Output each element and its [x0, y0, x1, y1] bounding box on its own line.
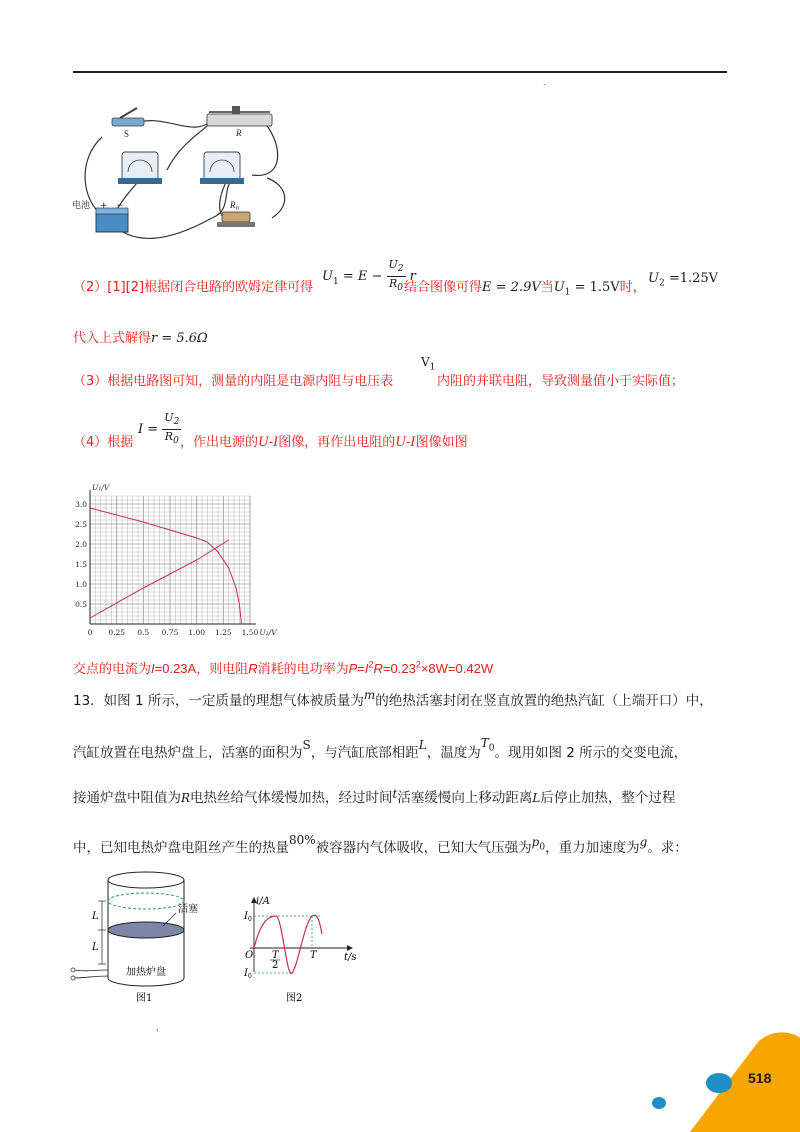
voltmeter-2-icon: [204, 152, 240, 180]
voltmeter-1-icon: [122, 152, 158, 180]
label-battery: 电池: [72, 201, 91, 211]
part3-voltmeter: $V_1$: [421, 355, 436, 373]
label-r: R: [236, 128, 242, 138]
ui-chart: [62, 478, 292, 644]
top-dot: .: [543, 78, 546, 87]
fig2-origin: O: [245, 950, 254, 961]
x-tick-label: 1.50: [241, 628, 259, 637]
x-tick-label: 0.75: [161, 628, 179, 637]
part2-rest: 结合图像可得E = 2.9V当$U_1 = 1.5V$时，: [404, 280, 646, 298]
fig2-thalf-den: 2: [272, 960, 279, 971]
y-tick-label: 1.5: [75, 560, 87, 569]
part4-equation: I = $\frac{U_2}{R_0}$: [138, 411, 180, 447]
part4-after: ，作出电源的U-I图像，再作出电阻的U-I图像如图: [180, 435, 468, 450]
part2-equation: $U_1 = E$ − $\frac{U_2}{R_0}$ r: [322, 258, 416, 294]
fig2-i0-top: I: [244, 911, 248, 922]
y-tick-label: 3.0: [75, 500, 87, 509]
rheostat-icon: [207, 114, 272, 126]
x-tick-label: 0.25: [108, 628, 126, 637]
x-tick-label: 1.00: [188, 628, 206, 637]
part3-line: （3）根据电路图可知，测量的内阻是电源内阻与电压表: [73, 374, 394, 389]
y-tick-label: 0.5: [75, 600, 87, 609]
part2-prefix: （2）[1][2]根据闭合电路的欧姆定律可得: [73, 280, 314, 295]
fig1-piston-label: 活塞: [178, 904, 198, 915]
circuit-diagram: [72, 100, 302, 240]
fig2-ylabel: i/A: [256, 896, 270, 907]
y-tick-label: 1.0: [75, 580, 87, 589]
x-tick-label: 0: [87, 628, 93, 637]
fig2-xlabel: t/s: [344, 952, 357, 963]
label-plus: +: [100, 201, 108, 211]
part2b-line: 代入上式解得r = 5.6Ω: [73, 331, 208, 346]
fig1-cylinder: [68, 866, 198, 1006]
page-number: 518: [748, 1070, 772, 1086]
q13-line3: 接通炉盘中阻值为R电热丝给气体缓慢加热，经过时间t活塞缓慢向上移动距离L后停止加热，整个过程: [73, 787, 676, 806]
q13-line4: 中，已知电热炉盘电阻丝产生的热量80%被容器内气体吸收，已知大气压强为$p_0$，重力加速度为g。求：: [73, 833, 688, 856]
fig1-L-top: L: [92, 911, 99, 922]
piston-shape: [108, 922, 184, 938]
fig1-caption: 图1: [136, 993, 153, 1004]
series-source-line: [90, 508, 242, 624]
bottom-mark: ': [156, 1028, 159, 1038]
fig2-ac-current: [232, 894, 362, 1006]
part2-line: [73, 276, 313, 295]
fig1-plate-label: 加热炉盘: [126, 967, 166, 978]
fig2-i0-bot-sub: 0: [248, 973, 252, 980]
fig2-T: T: [310, 950, 317, 961]
y-tick-label: 2.5: [75, 520, 87, 529]
page-corner-decoration: [640, 1030, 800, 1132]
label-minus: −: [116, 201, 124, 211]
part3-after: 内阻的并联电阻，导致测量值小于实际值；: [437, 374, 685, 389]
resistor-r0-icon: [222, 212, 250, 222]
header-rule: [73, 71, 727, 73]
x-tick-label: 1.25: [214, 628, 232, 637]
fig2-thalf-num: T: [272, 950, 279, 961]
q13-line2: 汽缸放置在电热炉盘上，活塞的面积为S，与汽缸底部相距L，温度为$T_0$。现用如图 2 所示的交变电流，: [73, 736, 688, 761]
teal-dot-large: [706, 1073, 732, 1093]
q13-line1: 13．如图 1 所示，一定质量的理想气体被质量为m的绝热活塞封闭在竖直放置的绝热汽缸（上端开口）中，: [73, 688, 713, 709]
battery-icon: [96, 212, 128, 232]
part4-line: （4）根据: [73, 435, 134, 450]
label-r0-sub: 0: [236, 206, 239, 212]
part2-u2: $U_2 =1.25V$: [648, 271, 719, 289]
fig2-i0-top-sub: 0: [248, 916, 252, 923]
label-s: S: [124, 129, 130, 139]
teal-dot-small: [652, 1097, 666, 1109]
x-tick-label: 0.5: [137, 628, 150, 637]
label-r0: R: [230, 200, 236, 210]
fig2-i0-bot: I: [244, 968, 248, 979]
x-axis-label: U₂/V: [259, 628, 277, 637]
y-axis-label: U₁/V: [92, 483, 110, 492]
answer-line: 交点的电流为I=0.23A，则电阻R消耗的电功率为$P=I^2R=0.23^2\times 8W=0.42W$: [73, 659, 494, 676]
fig2-caption: 图2: [286, 993, 303, 1004]
switch-icon: [112, 118, 144, 126]
fig1-L-bottom: L: [92, 942, 99, 953]
y-tick-label: 2.0: [75, 540, 87, 549]
